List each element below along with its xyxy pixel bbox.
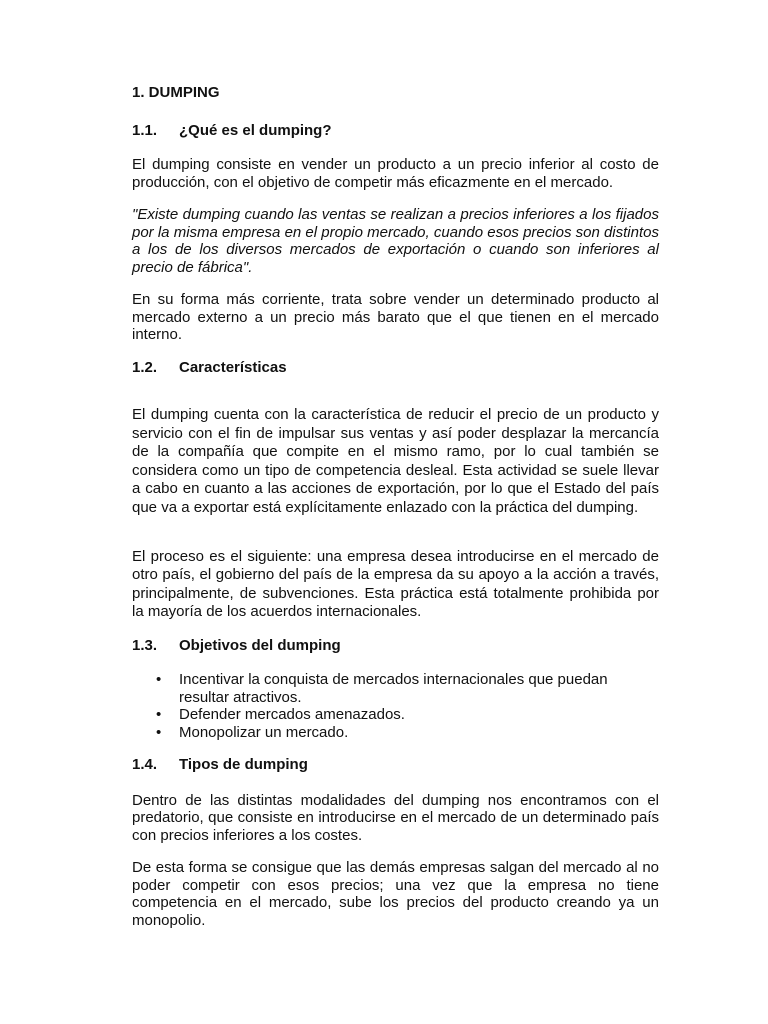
paragraph: El dumping cuenta con la característica de reducir el precio de un producto y servicio con el fin de impulsar sus ventas y así poder desplazar la mercancía de la compañía que compite en el mismo ramo, por lo cual también se considera como un tipo de competencia desleal. Esta actividad se suele llevar a cabo en cuanto a las acciones de exportación, por lo que el Estado del país que va a exportar está explícitamente enlazado con la práctica del dumping. [132,406,659,516]
objectives-list [132,671,659,741]
paragraph: En su forma más corriente, trata sobre vender un determinado producto al mercado externo a un precio más barato que el que tienen en el mercado interno. [132,291,659,343]
paragraph: Dentro de las distintas modalidades del dumping nos encontramos con el predatorio, que consiste en introducirse en el mercado de un determinado país con precios inferiores a los costes. [132,791,659,844]
list-item: • Monopolizar un mercado. [156,723,349,741]
bullet-icon: • [156,671,162,689]
section-title: Tipos de dumping [179,756,308,774]
paragraph: El dumping consiste en vender un producto a un precio inferior al costo de producción, con el objetivo de competir más eficazmente en el mercado. [132,156,659,191]
document-title: 1. DUMPING [132,84,220,101]
section-title: ¿Qué es el dumping? [179,121,332,139]
section-title: Características [179,358,287,376]
paragraph: El proceso es el siguiente: una empresa desea introducirse en el mercado de otro país, el gobierno del país de la empresa da su apoyo a la acción a través, principalmente, de subvenciones. Esta práctica está totalmente prohibida por la mayoría de los acuerdos internacionales. [132,547,659,621]
list-item: • Incentivar la conquista de mercados internacionales que puedan resultar atractivos. [156,671,608,706]
section-number: 1.3. [132,636,158,654]
section-heading-1-1 [132,122,659,140]
section-title: Objetivos del dumping [179,636,341,654]
section-number: 1.1. [132,121,158,139]
bullet-icon: • [156,706,162,724]
quote-paragraph: "Existe dumping cuando las ventas se realizan a precios inferiores a los fijados por la misma empresa en el propio mercado, cuando esos precios son distintos a los de los diversos mercados de exportación o cuando son inferiores al precio de fábrica". [132,206,659,276]
section-heading-1-2 [132,359,659,377]
section-heading-1-4 [132,756,659,774]
paragraph: De esta forma se consigue que las demás empresas salgan del mercado al no poder competir con esos precios; una vez que la empresa no tiene competencia en el mercado, sube los precios del producto creando ya un monopolio. [132,859,659,929]
list-item: • Defender mercados amenazados. [156,706,405,724]
document-page [132,84,659,929]
bullet-icon: • [156,723,162,741]
section-number: 1.4. [132,756,158,774]
section-heading-1-3 [132,637,659,655]
section-number: 1.2. [132,358,158,376]
